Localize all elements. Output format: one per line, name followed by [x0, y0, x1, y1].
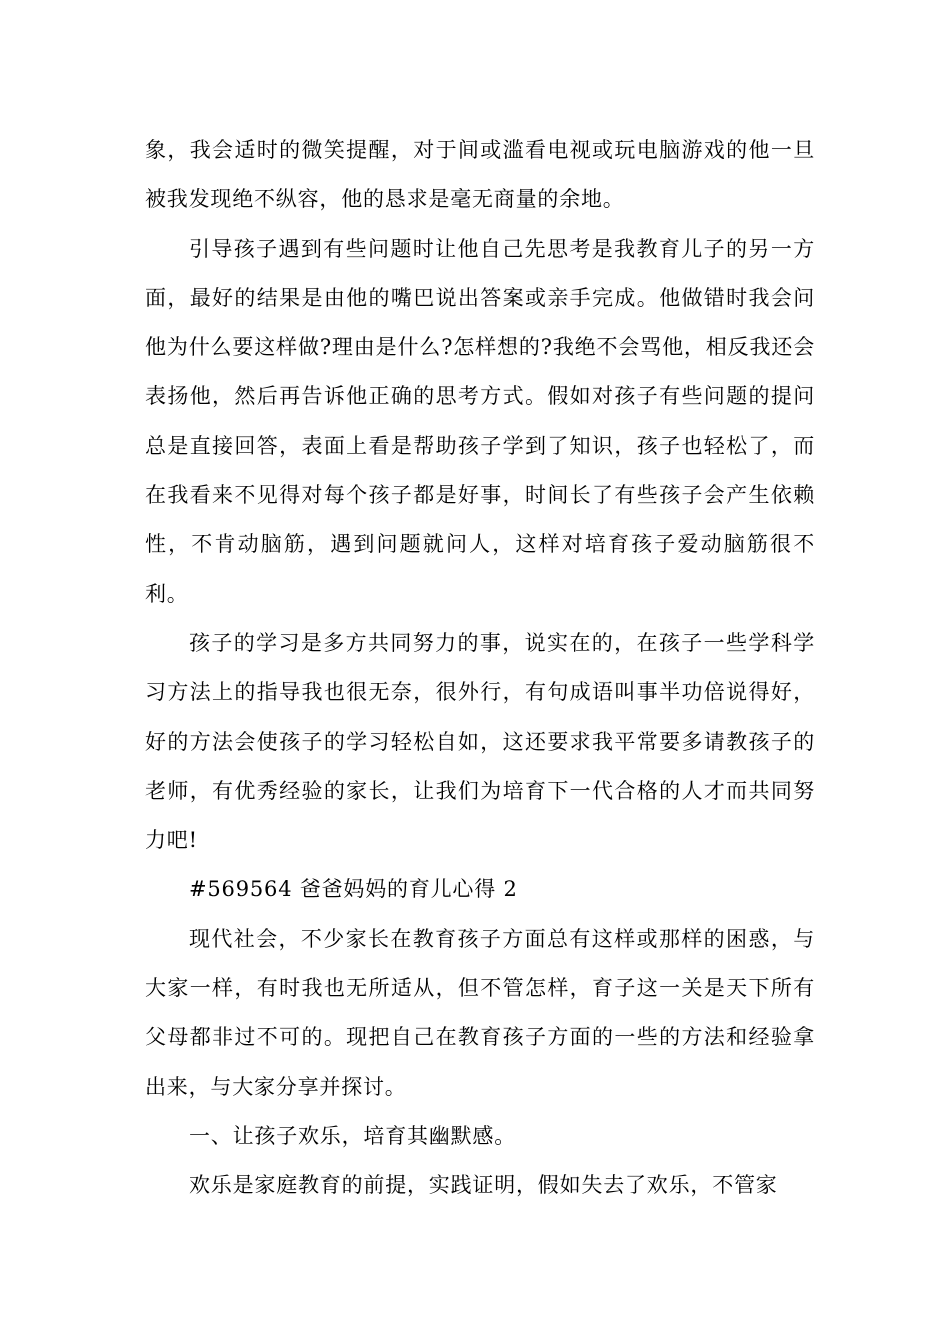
paragraph-intro: 现代社会，不少家长在教育孩子方面总有这样或那样的困惑，与大家一样，有时我也无所适从，但不管怎样，育子这一关是天下所有父母都非过不可的。现把自己在教育孩子方面的一些的方法和经验拿出来，与大家分享并探讨。	[145, 926, 815, 1099]
paragraph-continuation: 象，我会适时的微笑提醒，对于间或滥看电视或玩电脑游戏的他一旦被我发现绝不纵容，他的恳求是毫无商量的余地。	[145, 138, 815, 212]
paragraph-happiness: 欢乐是家庭教育的前提，实践证明，假如失去了欢乐，不管家	[189, 1173, 778, 1198]
document-page	[145, 126, 815, 1211]
section-heading: #569564 爸爸妈妈的育儿心得 2	[189, 877, 518, 902]
paragraph-guiding-thinking: 引导孩子遇到有些问题时让他自己先思考是我教育儿子的另一方面，最好的结果是由他的嘴巴说出答案或亲手完成。他做错时我会问他为什么要这样做?理由是什么?怎样想的?我绝不会骂他，相反我还会表扬他，然后再告诉他正确的思考方式。假如对孩子有些问题的提问总是直接回答，表面上看是帮助孩子学到了知识，孩子也轻松了，而在我看来不见得对每个孩子都是好事，时间长了有些孩子会产生依赖性，不肯动脑筋，遇到问题就问人，这样对培育孩子爱动脑筋很不利。	[145, 236, 815, 606]
subheading-humor: 一、让孩子欢乐，培育其幽默感。	[189, 1123, 516, 1148]
paragraph-learning-methods: 孩子的学习是多方共同努力的事，说实在的，在孩子一些学科学习方法上的指导我也很无奈，很外行，有句成语叫事半功倍说得好，好的方法会使孩子的学习轻松自如，这还要求我平常要多请教孩子的老师，有优秀经验的家长，让我们为培育下一代合格的人才而共同努力吧!	[145, 630, 815, 853]
